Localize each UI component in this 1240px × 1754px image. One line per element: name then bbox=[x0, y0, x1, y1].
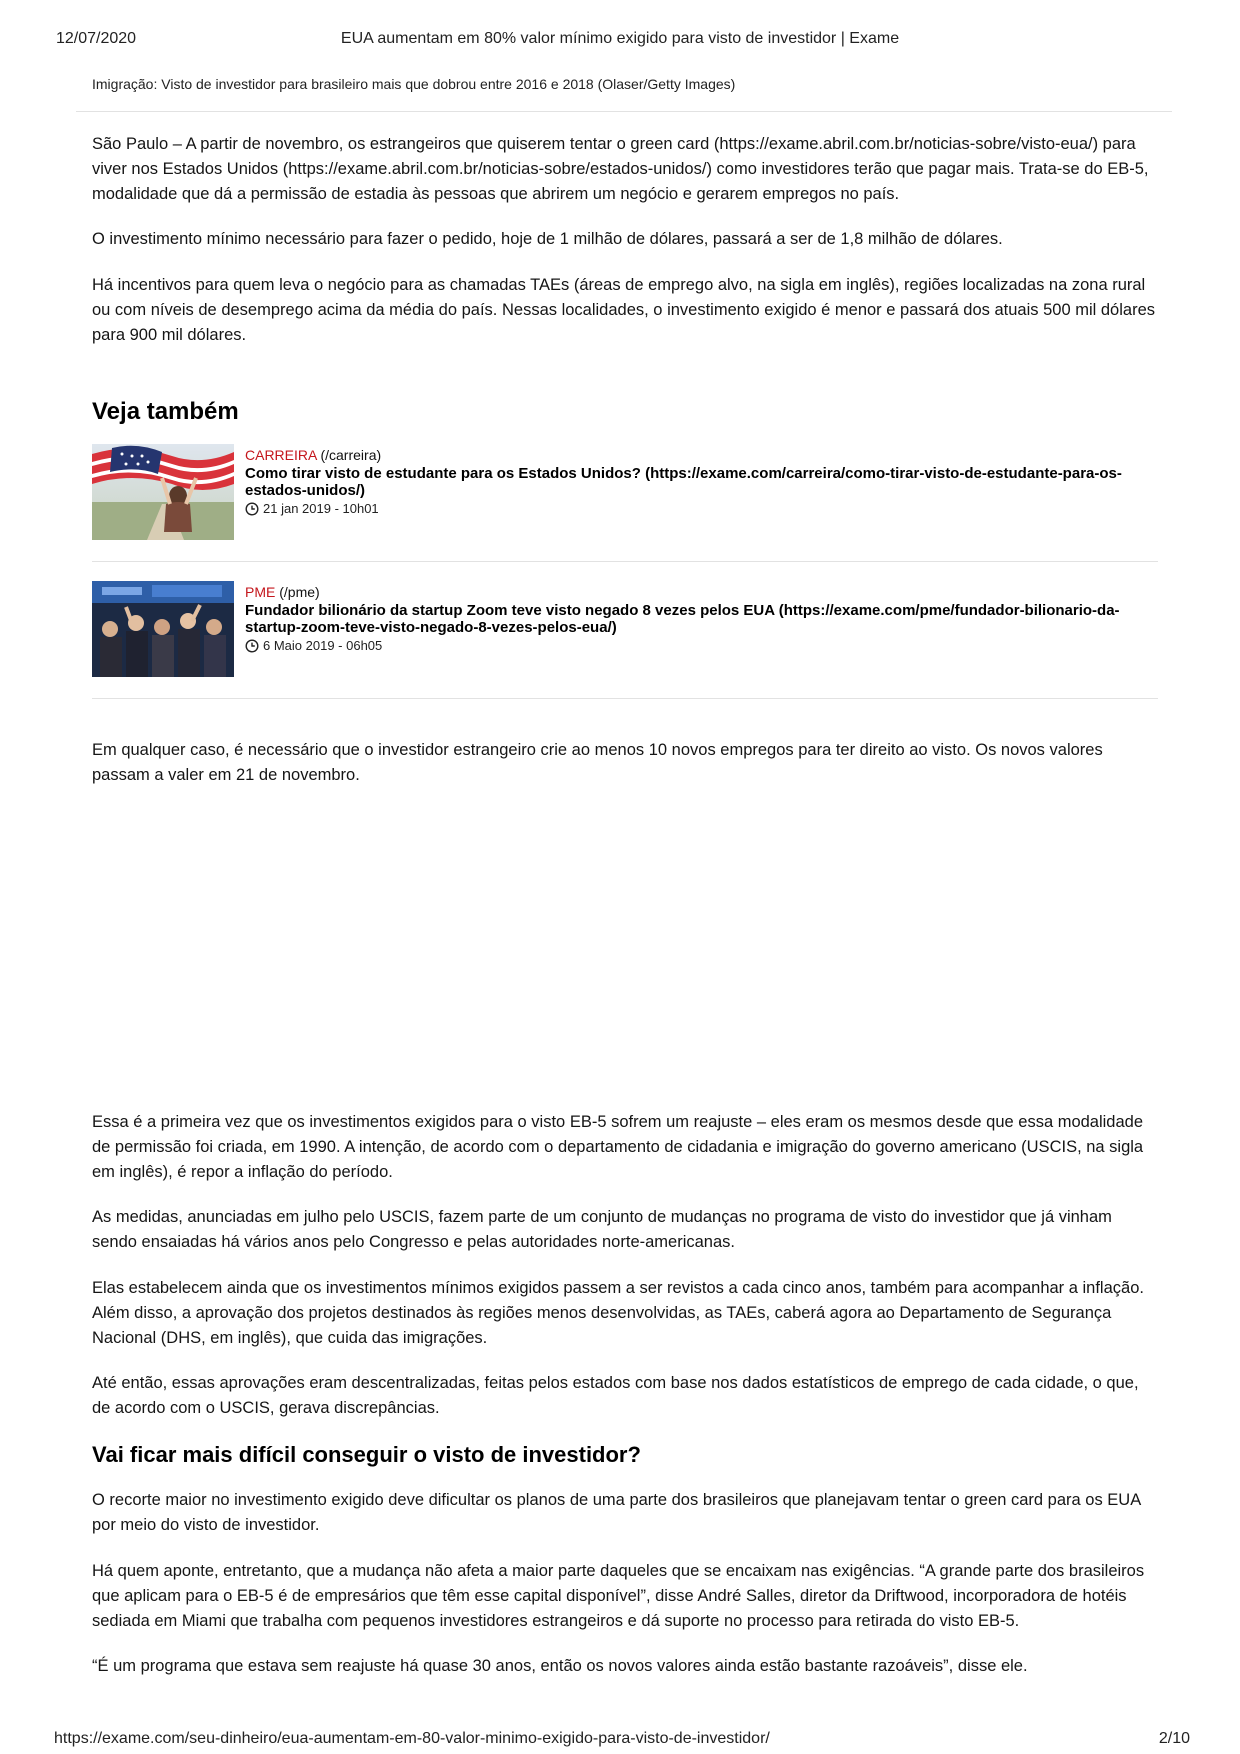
thumbnail-image bbox=[92, 444, 234, 540]
article-paragraph: O recorte maior no investimento exigido deve dificultar os planos de uma parte dos brasileiros que planejavam tentar o green card para os EUA por meio do visto de investidor. bbox=[92, 1491, 1141, 1534]
related-heading: Veja também bbox=[92, 398, 239, 425]
print-footer-url: https://exame.com/seu-dinheiro/eua-aumentam-em-80-valor-minimo-exigido-para-visto-de-investidor/ bbox=[54, 1730, 770, 1747]
related-title-link[interactable]: Fundador bilionário da startup Zoom teve visto negado 8 vezes pelos EUA (https://exame.com/pme/fundador-bilionario-da-startup-zoom-teve-visto-negado-8-vezes-pelos-eua/) bbox=[245, 602, 1120, 636]
article-paragraph: As medidas, anunciadas em julho pelo USCIS, fazem parte de um conjunto de mudanças no programa de visto do investidor que já vinham sendo ensaiadas há vários anos pelo Congresso e pelas autoridades norte-americanas. bbox=[92, 1208, 1112, 1251]
article-paragraph: São Paulo – A partir de novembro, os estrangeiros que quiserem tentar o green card (https://exame.abril.com.br/noticias-sobre/visto-eua/) para viver nos Estados Unidos (https://exame.abril.com.br/noticias-sobre/estados-unidos/) como investidores terão que pagar mais. Trata-se do EB-5, modalidade que dá a permissão de estadia às pessoas que abrirem um negócio e gerarem empregos no país. bbox=[92, 135, 1149, 203]
article-paragraph: Até então, essas aprovações eram descentralizadas, feitas pelos estados com base nos dados estatísticos de emprego de cada cidade, o que, de acordo com o USCIS, gerava discrepâncias. bbox=[92, 1374, 1139, 1417]
clock-icon bbox=[245, 639, 259, 653]
related-title-link[interactable]: Como tirar visto de estudante para os Estados Unidos? (https://exame.com/carreira/como-tirar-visto-de-estudante-para-os-estados-unidos/) bbox=[245, 465, 1122, 499]
related-divider bbox=[92, 698, 1158, 699]
related-thumbnail-stock-exchange-photo[interactable] bbox=[92, 581, 234, 677]
print-footer-page-number: 2/10 bbox=[1158, 1730, 1190, 1747]
clock-icon bbox=[245, 502, 259, 516]
article-paragraph: Há incentivos para quem leva o negócio para as chamadas TAEs (áreas de emprego alvo, na sigla em inglês), regiões localizadas na zona rural ou com níveis de desemprego acima da média do país. Nessas localidades, o investimento exigido é menor e passará dos atuais 500 mil dólares para 900 mil dólares. bbox=[92, 276, 1156, 344]
related-divider bbox=[92, 561, 1158, 562]
article-paragraph: Elas estabelecem ainda que os investimentos mínimos exigidos passem a ser revistos a cada cinco anos, também para acompanhar a inflação. Além disso, a aprovação dos projetos destinados às regiões menos desenvolvidas, as TAEs, caberá agora ao Departamento de Segurança Nacional (DHS, em inglês), que cuida das imigrações. bbox=[92, 1279, 1144, 1347]
article-paragraph: Em qualquer caso, é necessário que o investidor estrangeiro crie ao menos 10 novos empregos para ter direito ao visto. Os novos valores passam a valer em 21 de novembro. bbox=[92, 741, 1103, 784]
article-paragraph: “É um programa que estava sem reajuste há quase 30 anos, então os novos valores ainda estão bastante razoáveis”, disse ele. bbox=[92, 1657, 1028, 1675]
print-header-date: 12/07/2020 bbox=[56, 30, 137, 47]
article-paragraph: O investimento mínimo necessário para fazer o pedido, hoje de 1 milhão de dólares, passará a ser de 1,8 milhão de dólares. bbox=[92, 230, 1003, 248]
related-date: 6 Maio 2019 - 06h05 bbox=[263, 638, 383, 653]
print-header-title: EUA aumentam em 80% valor mínimo exigido para visto de investidor | Exame bbox=[340, 30, 900, 47]
section-subheading: Vai ficar mais difícil conseguir o visto de investidor? bbox=[92, 1442, 641, 1467]
related-thumbnail-flag-photo[interactable] bbox=[92, 444, 234, 540]
related-category-link[interactable]: PME bbox=[245, 584, 276, 600]
article-paragraph: Essa é a primeira vez que os investimentos exigidos para o visto EB-5 sofrem um reajuste – eles eram os mesmos desde que essa modalidade de permissão foi criada, em 1990. A intenção, de acordo com o departamento de cidadania e imigração do governo americano (USCIS, na sigla em inglês), é repor a inflação do período. bbox=[92, 1113, 1144, 1181]
related-date: 21 jan 2019 - 10h01 bbox=[263, 501, 379, 516]
article-paragraph: Há quem aponte, entretanto, que a mudança não afeta a maior parte daqueles que se encaixam nas exigências. “A grande parte dos brasileiros que aplicam para o EB-5 é de empresários que têm esse capital disponível”, disse André Salles, diretor da Driftwood, incorporadora de hotéis sediada em Miami que trabalha com pequenos investidores estrangeiros e dá suporte no processo para retirada do visto EB-5. bbox=[92, 1562, 1145, 1630]
related-card[interactable] bbox=[92, 444, 1158, 540]
related-category-path: (/pme) bbox=[279, 584, 320, 600]
related-category-path: (/carreira) bbox=[320, 447, 382, 463]
image-caption: Imigração: Visto de investidor para brasileiro mais que dobrou entre 2016 e 2018 (Olaser/Getty Images) bbox=[92, 76, 736, 92]
thumbnail-image bbox=[92, 581, 234, 677]
related-category-link[interactable]: CARREIRA bbox=[245, 447, 317, 463]
related-card[interactable] bbox=[92, 581, 1158, 677]
caption-divider bbox=[76, 111, 1172, 112]
